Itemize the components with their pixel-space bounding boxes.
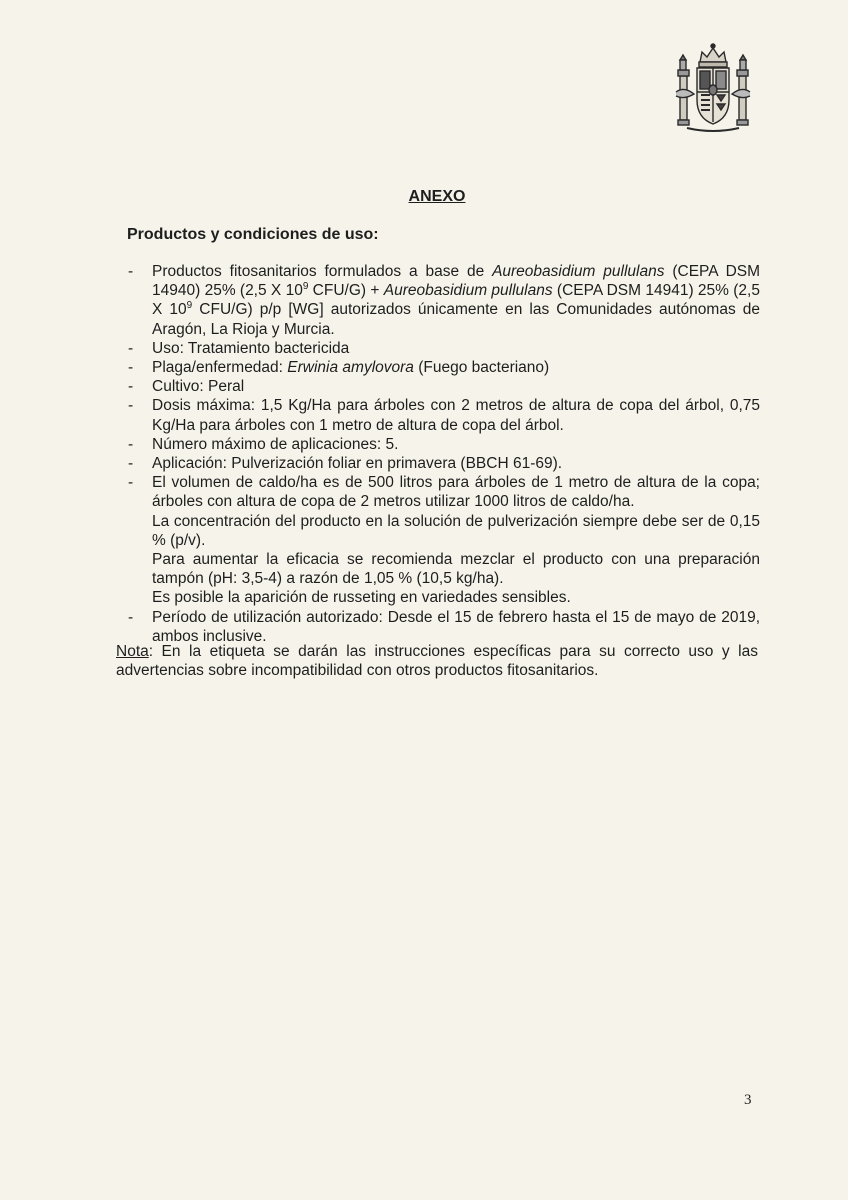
page-number: 3 [744,1092,752,1108]
list-item-efficacy: Para aumentar la eficacia se recomienda mezclar el producto con una preparación tampón (pH: 3,5-4) a razón de 1,05 % (10,5 kg/ha). [152,551,760,588]
list-item-application-method: - Aplicación: Pulverización foliar en primavera (BBCH 61-69). [120,454,760,473]
conditions-list [120,262,760,646]
list-item-products: - Productos fitosanitarios formulados a base de Aureobasidium pullulans (CEPA DSM 14940) 25% (2,5 X $10^9$ CFU/G) + Aureobasidium pullulans (CEPA DSM 14941) 25% (2,5 X $10^9$ CFU/G) p/p [WG] autorizados únicamente en las Comunidades autónomas de Aragón, La Rioja y Murcia. [120,262,760,339]
note-paragraph [116,642,758,680]
list-item-russeting: Es posible la aparición de russeting en variedades sensibles. [152,589,571,607]
list-item-applications: - Número máximo de aplicaciones: 5. [120,435,760,454]
spain-coat-of-arms-icon [672,42,754,134]
note-text: : En la etiqueta se darán las instrucciones específicas para su correcto uso y las advertencias sobre incompatibilidad con otros productos fitosanitarios. [116,643,758,680]
page-title: ANEXO [408,188,466,205]
section-heading: Productos y condiciones de uso: [127,226,379,243]
note-label: Nota [116,643,149,660]
list-item-period: - Período de utilización autorizado: Desde el 15 de febrero hasta el 15 de mayo de 2019, ambos inclusive. [120,608,760,646]
list-item-crop: - Cultivo: Peral [120,377,760,396]
list-item-volume: - El volumen de caldo/ha es de 500 litros para árboles de 1 metro de altura de la copa; árboles con altura de copa de 2 metros utilizar 1000 litros de caldo/ha. [120,473,760,511]
list-item-use: - Uso: Tratamiento bactericida [120,339,760,358]
list-item-concentration: La concentración del producto en la solución de pulverización siempre debe ser de 0,15 % (p/v). [152,512,760,549]
list-item-pest: - Plaga/enfermedad: Erwinia amylovora (Fuego bacteriano) [120,358,760,377]
list-item-dose: - Dosis máxima: 1,5 Kg/Ha para árboles con 2 metros de altura de copa del árbol, 0,75 Kg/Ha para árboles con 1 metro de altura de copa del árbol. [120,396,760,434]
